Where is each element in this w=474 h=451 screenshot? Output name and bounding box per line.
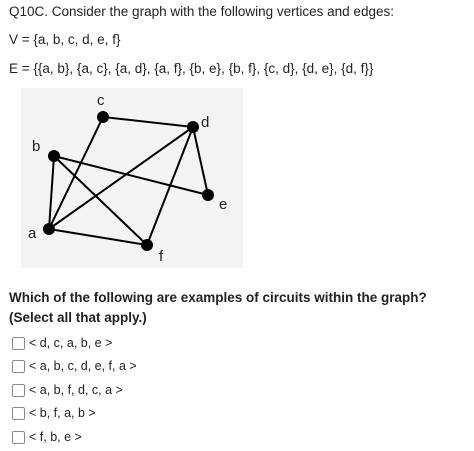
vertex-label-e: e — [219, 196, 228, 213]
edge-b-e — [54, 156, 208, 195]
checkbox[interactable] — [12, 384, 25, 397]
edge-d-f — [147, 127, 193, 245]
vertex-f — [141, 239, 153, 251]
option-label: < b, f, a, b > — [29, 406, 96, 420]
vertex-c — [97, 111, 109, 123]
checkbox[interactable] — [12, 360, 25, 373]
checkbox[interactable] — [12, 337, 25, 350]
answer-option-4[interactable] — [12, 404, 96, 422]
graph-canvas — [21, 88, 243, 268]
answer-option-3[interactable] — [12, 381, 123, 399]
answer-option-1[interactable] — [12, 334, 112, 352]
option-label: < d, c, a, b, e > — [29, 336, 113, 350]
edge-c-d — [103, 117, 193, 127]
edge-d-e — [193, 127, 208, 195]
option-label: < f, b, e > — [29, 430, 82, 444]
edge-set: E = {{a, b}, {a, c}, {a, d}, {a, f}, {b, e}, {b, f}, {c, d}, {d, e}, {d, f}} — [9, 61, 374, 76]
vertex-label-a: a — [28, 225, 37, 242]
graph-figure — [21, 88, 243, 268]
question-title: Q10C. Consider the graph with the following vertices and edges: — [9, 4, 394, 19]
checkbox[interactable] — [12, 431, 25, 444]
vertex-d — [187, 121, 199, 133]
vertex-e — [202, 189, 214, 201]
answer-option-5[interactable] — [12, 428, 82, 446]
vertex-label-d: d — [201, 114, 210, 131]
edge-a-d — [49, 127, 193, 229]
vertex-set: V = {a, b, c, d, e, f} — [9, 32, 121, 47]
option-label: < a, b, f, d, c, a > — [29, 383, 123, 397]
vertex-group — [43, 111, 214, 251]
checkbox[interactable] — [12, 407, 25, 420]
question-prompt: Which of the following are examples of circuits within the graph? (Select all that apply.) — [9, 290, 427, 325]
vertex-b — [48, 150, 60, 162]
vertex-label-b: b — [32, 138, 41, 155]
option-label: < a, b, c, d, e, f, a > — [29, 359, 137, 373]
edge-group — [49, 117, 208, 245]
vertex-a — [43, 223, 55, 235]
edge-a-c — [49, 117, 103, 229]
answer-option-2[interactable] — [12, 357, 137, 375]
vertex-label-f: f — [159, 248, 164, 265]
vertex-label-c: c — [97, 92, 105, 109]
